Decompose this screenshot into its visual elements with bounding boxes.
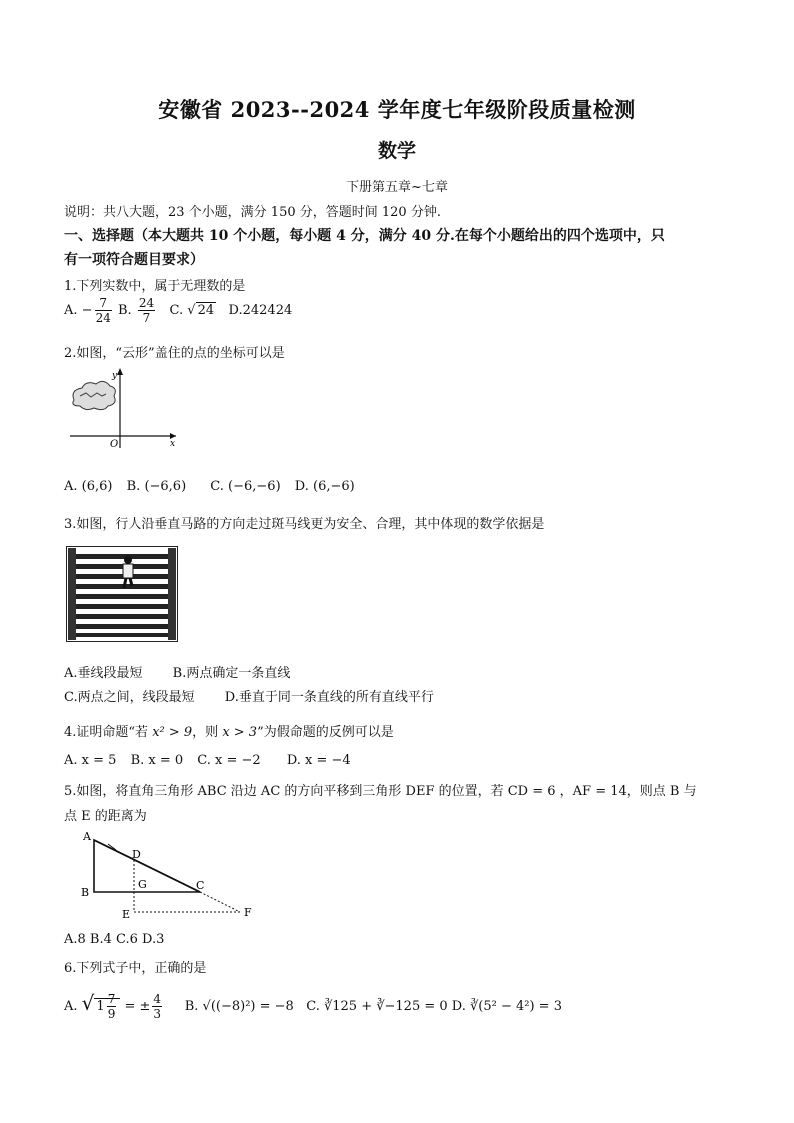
section1-heading-line2: 有一项符合题目要求） — [64, 252, 204, 268]
q3-option-b: B.两点确定一条直线 — [172, 666, 291, 681]
q2-option-b: B. (−6,6) — [126, 479, 187, 494]
point-a-label: A — [83, 830, 91, 843]
x-axis-label: x — [170, 439, 176, 449]
segment-cf — [200, 892, 240, 912]
road-edge-right — [168, 548, 176, 640]
q4-options — [64, 753, 361, 768]
q6-option-a-eq: = ± — [124, 999, 151, 1014]
q4-option-b: B. x = 0 — [130, 753, 184, 768]
q4-condition: x² > 9 — [152, 725, 193, 740]
q4-conclusion: x > 3 — [222, 725, 258, 740]
q1-options: A. − $\frac{7}{24}$ B. $\frac{24}{7}$ C. √ 24 D.242424 — [64, 296, 293, 325]
scope-subtitle: 下册第五章~七章 — [346, 180, 448, 195]
segment-ac — [94, 840, 200, 892]
q1-stem: 1.下列实数中，属于无理数的是 — [64, 279, 246, 294]
q4-stem-mid: ，则 — [192, 725, 223, 740]
q6-stem: 6.下列式子中，正确的是 — [64, 961, 207, 976]
q2-stem: 2.如图，“云形”盖住的点的坐标可以是 — [64, 346, 285, 361]
q1-option-b-label: B. — [118, 303, 132, 318]
y-axis-arrow — [117, 368, 123, 375]
origin-label: O — [110, 439, 119, 450]
q2-option-c: C. (−6,−6) — [210, 479, 281, 494]
crosswalk-stripes — [70, 554, 174, 637]
point-b-label: B — [81, 886, 90, 899]
q1-option-d: D.242424 — [228, 303, 293, 318]
q6-option-a-label: A. — [64, 999, 78, 1014]
q4-stem-post: ”为假命题的反例可以是 — [257, 725, 394, 740]
section1-heading-line1: 一、选择题（本大题共 10 个小题，每小题 4 分，满分 40 分.在每个小题给出的四个选项中，只 — [64, 228, 665, 244]
road-edge-left — [68, 548, 76, 640]
point-c-label: C — [196, 879, 205, 892]
q6-option-d: D. ∛(5² − 4²) = 3 — [451, 999, 562, 1014]
q1-option-b-fraction: $\frac{24}{7}$ — [138, 296, 155, 325]
q1-option-a-fraction: $\frac{7}{24}$ — [95, 296, 111, 325]
point-g-label: G — [138, 878, 147, 891]
q2-options — [64, 479, 365, 494]
q5-stem-line1: 5.如图，将直角三角形 ABC 沿边 AC 的方向平移到三角形 DEF 的位置，若 CD = 6 ，AF = 14，则点 B 与 — [64, 784, 697, 799]
q3-crosswalk-image — [66, 546, 178, 642]
point-d-label: D — [132, 848, 141, 861]
q6-option-a-radicand: 1 $\frac{7}{9}$ — [94, 998, 120, 1014]
q3-options-row1 — [64, 662, 290, 681]
q1-option-c-radicand: 24 — [197, 303, 215, 318]
q6-option-b: B. √((−8)²) = −8 — [184, 999, 294, 1014]
point-f-label: F — [244, 906, 252, 919]
q6-option-c: C. ∛125 + ∛−125 = 0 — [306, 999, 448, 1014]
q1-option-a-label: A. — [64, 303, 78, 318]
q3-option-c: C.两点之间，线段最短 — [64, 690, 195, 705]
q6-option-a-result: $\frac{4}{3}$ — [153, 992, 162, 1021]
q6-options: A. √ 1 $\frac{7}{9}$ = ± $\frac{4}{3}$ B. √((−8)²) = −8 C. ∛125 + ∛−125 = 0 D. ∛(5² − 4²) = 3 — [64, 991, 562, 1021]
page-title: 安徽省 2023--2024 学年度七年级阶段质量检测 — [158, 97, 636, 122]
q1-option-a-sign: − — [81, 303, 93, 318]
q4-stem — [64, 721, 394, 740]
q2-option-d: D. (6,−6) — [294, 479, 355, 494]
q4-option-d: D. x = −4 — [286, 753, 351, 768]
q4-option-c: C. x = −2 — [197, 753, 261, 768]
q5-options: A.8 B.4 C.6 D.3 — [64, 932, 165, 947]
y-axis-label: y — [112, 371, 118, 381]
subject-title: 数学 — [377, 140, 416, 162]
q5-triangle-figure — [78, 828, 258, 924]
q4-option-a: A. x = 5 — [64, 753, 117, 768]
q2-coordinate-figure — [64, 366, 184, 450]
instructions: 说明：共八大题，23 个小题，满分 150 分，答题时间 120 分钟. — [64, 205, 441, 220]
q4-stem-pre: 4.证明命题“若 — [64, 725, 153, 740]
q3-option-d: D.垂直于同一条直线的所有直线平行 — [224, 690, 434, 705]
point-e-label: E — [122, 908, 131, 921]
q3-options-row2 — [64, 686, 434, 705]
q3-option-a: A.垂线段最短 — [64, 666, 143, 681]
q5-stem-line2: 点 E 的距离为 — [64, 809, 147, 824]
q1-option-c-label: C. — [169, 303, 184, 318]
q2-option-a: A. (6,6) — [64, 479, 113, 494]
q3-stem: 3.如图，行人沿垂直马路的方向走过斑马线更为安全、合理，其中体现的数学依据是 — [64, 517, 545, 532]
